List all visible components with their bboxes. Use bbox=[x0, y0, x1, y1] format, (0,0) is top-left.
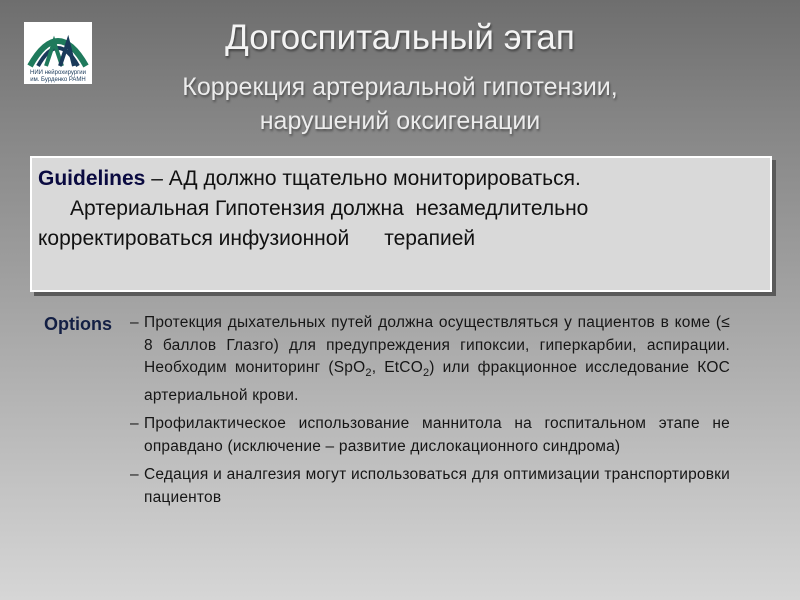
guidelines-box bbox=[30, 156, 772, 292]
item1-sub2: 2 bbox=[422, 367, 430, 380]
slide-title: Догоспитальный этап bbox=[225, 18, 575, 57]
item1-text-pre: Протекция дыхательных путей должна осуществляться у пациентов в коме (≤ 8 баллов Глазго) для предупреждения гипоксии, гиперкарбии, аспирации. Необходим мониторинг (SpO bbox=[144, 314, 730, 376]
item1-text-post: ) или фракционное исследование КОС артериальной крови. bbox=[144, 359, 730, 404]
item2-text: Профилактическое использование маннитола на госпитальном этапе не оправдано (исключение – развитие дислокационного синдрома) bbox=[144, 415, 730, 455]
options-label: Options bbox=[44, 314, 112, 334]
dash-bullet: – bbox=[130, 466, 139, 484]
logo-caption bbox=[24, 70, 92, 84]
guidelines-label: Guidelines bbox=[38, 167, 146, 190]
options-item-mannitol bbox=[130, 413, 730, 458]
guidelines-line2: Артериальная Гипотензия должна незамедлительно bbox=[70, 197, 589, 220]
subtitle-line1: Коррекция артериальной гипотензии, bbox=[182, 73, 618, 101]
options-list bbox=[130, 312, 730, 515]
item3-text: Седация и аналгезия могут использоваться для оптимизации транспортировки пациентов bbox=[144, 466, 730, 506]
guidelines-line1 bbox=[38, 164, 760, 194]
logo-caption-line2: им. Бурденко РАМН bbox=[30, 77, 86, 83]
guidelines-line3: корректироваться инфузионной терапией bbox=[38, 227, 476, 250]
options-item-airway bbox=[130, 312, 730, 407]
subtitle-line2: нарушений оксигенации bbox=[259, 107, 541, 135]
guidelines-line1-text: – АД должно тщательно мониторироваться. bbox=[145, 167, 581, 190]
logo-caption-line1: НИИ нейрохирургии bbox=[29, 70, 86, 76]
slide-subtitle bbox=[100, 70, 700, 138]
dash-bullet: – bbox=[130, 314, 139, 331]
item1-sub1: 2 bbox=[365, 367, 372, 380]
dash-bullet: – bbox=[130, 415, 139, 433]
item1-text-mid: , EtCO bbox=[371, 359, 423, 376]
options-item-sedation bbox=[130, 464, 730, 509]
